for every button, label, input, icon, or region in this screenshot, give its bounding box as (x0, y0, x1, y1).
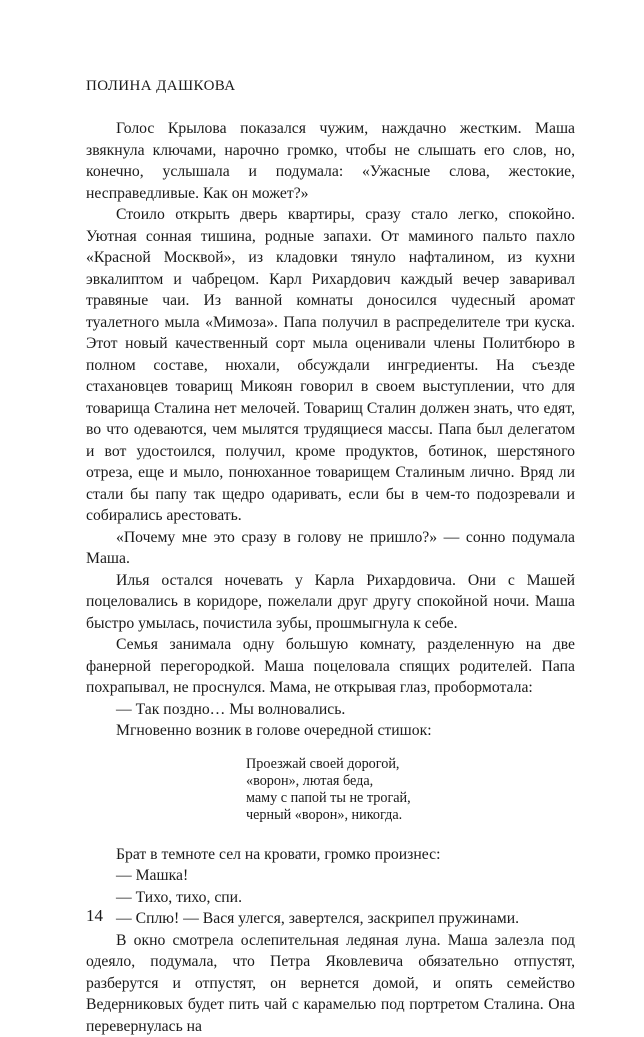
page-number: 14 (86, 906, 103, 926)
paragraph: Стоило открыть дверь квартиры, сразу стало легко, спокойно. Уютная сонная тишина, родные запахи. От маминого пальто пахло «Красной Москвой», из кладовки тянуло нафталином, из кухни эвкалиптом и чабрецом. Карл Рихардович каждый вечер заваривал травяные чаи. Из ванной комнаты доносился чудесный аромат туалетного мыла «Мимоза». Папа получил в распределителе три куска. Этот новый качественный сорт мыла оценивали члены Политбюро в полном составе, нюхали, обсуждали ингредиенты. На съезде стахановцев товарищ Микоян говорил в своем выступлении, что для товарища Сталина нет мелочей. Товарищ Сталин должен знать, что едят, во что одеваются, чем мылятся трудящиеся массы. Папа был делегатом и вот удостоился, получил, кроме продуктов, ботинок, шерстяного отреза, еще и мыло, понюханное товарищем Сталиным лично. Вряд ли стали бы папу так щедро одаривать, если бы в чем-то подозревали и собирались арестовать. (86, 204, 575, 527)
verse-line: черный «ворон», никогда. (246, 807, 575, 824)
paragraph: Мгновенно возник в голове очередной стишок: (86, 720, 575, 742)
paragraph: Семья занимала одну большую комнату, разделенную на две фанерной перегородкой. Маша поцеловала спящих родителей. Папа похрапывал, не проснулся. Мама, не открывая глаз, пробормотала: (86, 634, 575, 699)
verse-line: «ворон», лютая беда, (246, 773, 575, 790)
paragraph: Брат в темноте сел на кровати, громко произнес: (86, 844, 575, 866)
paragraph: «Почему мне это сразу в голову не пришло?» — сонно подумала Маша. (86, 527, 575, 570)
paragraph: — Так поздно… Мы волновались. (86, 699, 575, 721)
paragraph: В окно смотрела ослепительная ледяная луна. Маша залезла под одеяло, подумала, что Петра Яковлевича обязательно отпустят, разберутся и отпустят, он вернется домой, и опять семейство Ведерниковых будет пить чай с карамелью под портретом Сталина. Она перевернулась на (86, 930, 575, 1037)
paragraph: — Машка! (86, 865, 575, 887)
verse (246, 756, 575, 824)
verse-line: маму с папой ты не трогай, (246, 790, 575, 807)
body-text (86, 118, 575, 1037)
verse-line: Проезжай своей дорогой, (246, 756, 575, 773)
paragraph: Голос Крылова показался чужим, наждачно жестким. Маша звякнула ключами, нарочно громко, чтобы не слышать его слов, но, конечно, услышала и подумала: «Ужасные слова, жестокие, несправедливые. Как он может?» (86, 118, 575, 204)
paragraph: — Тихо, тихо, спи. (86, 887, 575, 909)
paragraph: — Сплю! — Вася улегся, завертелся, заскрипел пружинами. (86, 908, 575, 930)
running-head: ПОЛИНА ДАШКОВА (86, 78, 236, 95)
paragraph: Илья остался ночевать у Карла Рихардовича. Они с Машей поцеловались в коридоре, пожелали друг другу спокойной ночи. Маша быстро умылась, почистила зубы, прошмыгнула к себе. (86, 570, 575, 635)
